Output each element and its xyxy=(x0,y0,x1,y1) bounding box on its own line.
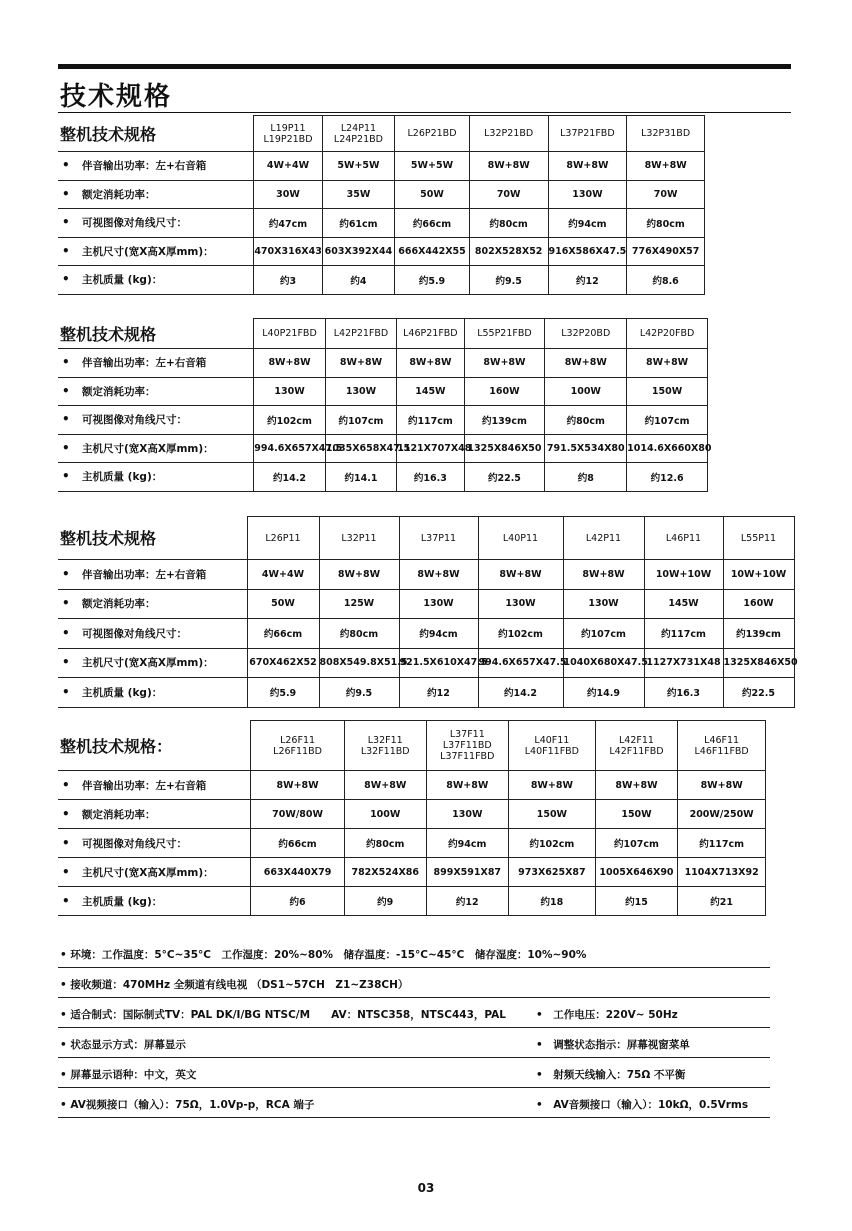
value-cell: 8W+8W xyxy=(464,349,545,378)
table-row xyxy=(58,678,794,708)
value-cell: 约12 xyxy=(426,887,509,916)
table-row xyxy=(58,800,766,829)
note-row xyxy=(58,998,770,1028)
model-name-cell: L55P11 xyxy=(723,517,794,560)
value-cell: 663X440X79 xyxy=(251,858,345,887)
value-cell: 8W+8W xyxy=(548,152,627,181)
value-cell: 8W+8W xyxy=(563,560,644,590)
value-cell: 约9 xyxy=(344,887,426,916)
model-name-cell: L46P21FBD xyxy=(397,319,464,349)
value-cell: 约80cm xyxy=(545,406,627,435)
value-cell: 1005X646X90 xyxy=(595,858,678,887)
value-cell: 约80cm xyxy=(469,209,548,238)
value-cell: 10W+10W xyxy=(723,560,794,590)
table-row xyxy=(58,619,794,649)
value-cell: 约8 xyxy=(545,463,627,492)
value-cell: 约107cm xyxy=(595,829,678,858)
row-label: • 伴音输出功率：左+右音箱 xyxy=(58,152,254,181)
table-header-row xyxy=(58,116,705,152)
value-cell: 130W xyxy=(563,589,644,619)
value-cell: 约12 xyxy=(548,266,627,295)
table-row xyxy=(58,209,705,238)
value-cell: 470X316X43 xyxy=(254,237,322,266)
value-cell: 约22.5 xyxy=(464,463,545,492)
bullet-icon: • xyxy=(62,355,70,370)
model-name-cell: L42P21FBD xyxy=(325,319,396,349)
value-cell: 约6 xyxy=(251,887,345,916)
row-label: • 可视图像对角线尺寸： xyxy=(58,829,251,858)
value-cell: 150W xyxy=(509,800,596,829)
value-cell: 4W+4W xyxy=(247,560,319,590)
model-name-cell: L42P20FBD xyxy=(627,319,708,349)
table-row xyxy=(58,406,708,435)
value-cell: 约94cm xyxy=(399,619,478,649)
bullet-icon: • xyxy=(62,596,70,611)
value-cell: 约9.5 xyxy=(469,266,548,295)
spec-table-3 xyxy=(58,516,798,708)
value-cell: 160W xyxy=(464,377,545,406)
bullet-icon: • xyxy=(62,272,70,287)
note-row xyxy=(58,938,770,968)
value-cell: 约9.5 xyxy=(319,678,399,708)
value-cell: 802X528X52 xyxy=(469,237,548,266)
bullet-icon: • xyxy=(62,625,70,640)
model-name-cell: L37P11 xyxy=(399,517,478,560)
value-cell: 4W+4W xyxy=(254,152,322,181)
bullet-icon: • xyxy=(62,383,70,398)
value-cell: 899X591X87 xyxy=(426,858,509,887)
value-cell: 791.5X534X80 xyxy=(545,434,627,463)
environment-notes xyxy=(58,938,770,1118)
model-name-cell: L42P11 xyxy=(563,517,644,560)
value-cell: 约5.9 xyxy=(247,678,319,708)
value-cell: 973X625X87 xyxy=(509,858,596,887)
model-name-cell: L46P11 xyxy=(644,517,723,560)
bullet-icon: • xyxy=(62,215,70,230)
value-cell: 125W xyxy=(319,589,399,619)
value-cell: 30W xyxy=(254,180,322,209)
bullet-icon: • xyxy=(62,893,70,908)
table-row xyxy=(58,887,766,916)
table-row xyxy=(58,648,794,678)
value-cell: 约61cm xyxy=(322,209,395,238)
bullet-icon: • xyxy=(62,412,70,427)
value-cell: 约107cm xyxy=(627,406,708,435)
value-cell: 50W xyxy=(395,180,470,209)
table-heading: 整机技术规格 xyxy=(58,319,254,349)
value-cell: 8W+8W xyxy=(595,771,678,800)
value-cell: 约80cm xyxy=(627,209,705,238)
model-name-cell: L24P11 L24P21BD xyxy=(322,116,395,152)
value-cell: 916X586X47.5 xyxy=(548,237,627,266)
value-cell: 1325X846X50 xyxy=(723,648,794,678)
value-cell: 约117cm xyxy=(397,406,464,435)
note-text-right: • 射频天线输入：75Ω 不平衡 xyxy=(536,1069,686,1081)
value-cell: 约47cm xyxy=(254,209,322,238)
model-name-cell: L26P21BD xyxy=(395,116,470,152)
row-label: • 伴音输出功率：左+右音箱 xyxy=(58,349,254,378)
value-cell: 8W+8W xyxy=(627,349,708,378)
model-name-cell: L55P21FBD xyxy=(464,319,545,349)
value-cell: 5W+5W xyxy=(395,152,470,181)
value-cell: 约66cm xyxy=(395,209,470,238)
value-cell: 8W+8W xyxy=(319,560,399,590)
value-cell: 约139cm xyxy=(723,619,794,649)
value-cell: 约16.3 xyxy=(644,678,723,708)
table-row xyxy=(58,180,705,209)
value-cell: 8W+8W xyxy=(399,560,478,590)
value-cell: 70W xyxy=(469,180,548,209)
value-cell: 8W+8W xyxy=(678,771,766,800)
model-name-cell: L40P21FBD xyxy=(254,319,325,349)
top-rule xyxy=(58,64,791,69)
model-name-cell: L32P20BD xyxy=(545,319,627,349)
value-cell: 约12.6 xyxy=(627,463,708,492)
note-text: • 环境：工作温度：5°C~35°C 工作湿度：20%~80% 储存温度：-15°C~45°C 储存湿度：10%~90% xyxy=(60,949,587,961)
value-cell: 约12 xyxy=(399,678,478,708)
bullet-icon: • xyxy=(62,864,70,879)
value-cell: 921.5X610X47.5 xyxy=(399,648,478,678)
value-cell: 994.6X657X47.5 xyxy=(254,434,325,463)
note-row xyxy=(58,1058,770,1088)
model-name-cell: L26F11 L26F11BD xyxy=(251,721,345,771)
value-cell: 约14.2 xyxy=(478,678,563,708)
value-cell: 约16.3 xyxy=(397,463,464,492)
table-row xyxy=(58,858,766,887)
table-row xyxy=(58,377,708,406)
model-name-cell: L40F11 L40F11FBD xyxy=(509,721,596,771)
model-name-cell: L40P11 xyxy=(478,517,563,560)
value-cell: 145W xyxy=(397,377,464,406)
row-label: • 伴音输出功率：左+右音箱 xyxy=(58,771,251,800)
value-cell: 约117cm xyxy=(644,619,723,649)
value-cell: 1325X846X50 xyxy=(464,434,545,463)
note-row xyxy=(58,1088,770,1118)
value-cell: 130W xyxy=(478,589,563,619)
value-cell: 130W xyxy=(325,377,396,406)
note-row xyxy=(58,968,770,998)
value-cell: 70W/80W xyxy=(251,800,345,829)
value-cell: 8W+8W xyxy=(251,771,345,800)
bullet-icon: • xyxy=(62,158,70,173)
model-name-cell: L46F11 L46F11FBD xyxy=(678,721,766,771)
value-cell: 994.6X657X47.5 xyxy=(478,648,563,678)
value-cell: 130W xyxy=(426,800,509,829)
value-cell: 8W+8W xyxy=(469,152,548,181)
value-cell: 约102cm xyxy=(509,829,596,858)
value-cell: 130W xyxy=(254,377,325,406)
model-name-cell: L42F11 L42F11FBD xyxy=(595,721,678,771)
row-label: • 主机尺寸(宽X高X厚mm)： xyxy=(58,648,247,678)
value-cell: 100W xyxy=(545,377,627,406)
value-cell: 130W xyxy=(399,589,478,619)
model-name-cell: L32P21BD xyxy=(469,116,548,152)
value-cell: 约21 xyxy=(678,887,766,916)
value-cell: 8W+8W xyxy=(397,349,464,378)
value-cell: 约107cm xyxy=(325,406,396,435)
value-cell: 8W+8W xyxy=(478,560,563,590)
value-cell: 约15 xyxy=(595,887,678,916)
row-label: • 额定消耗功率： xyxy=(58,377,254,406)
value-cell: 1040X680X47.5 xyxy=(563,648,644,678)
value-cell: 150W xyxy=(595,800,678,829)
value-cell: 约66cm xyxy=(251,829,345,858)
value-cell: 1104X713X92 xyxy=(678,858,766,887)
value-cell: 约3 xyxy=(254,266,322,295)
value-cell: 100W xyxy=(344,800,426,829)
value-cell: 8W+8W xyxy=(426,771,509,800)
value-cell: 约5.9 xyxy=(395,266,470,295)
row-label: • 可视图像对角线尺寸： xyxy=(58,209,254,238)
table-header-row xyxy=(58,517,794,560)
page-title: 技术规格 xyxy=(60,82,173,112)
value-cell: 1035X658X47.5 xyxy=(325,434,396,463)
value-cell: 约139cm xyxy=(464,406,545,435)
bullet-icon: • xyxy=(62,186,70,201)
value-cell: 约94cm xyxy=(548,209,627,238)
note-text-right: • AV音频接口（输入）：10kΩ，0.5Vrms xyxy=(536,1099,749,1111)
row-label: • 主机尺寸(宽X高X厚mm)： xyxy=(58,434,254,463)
row-label: • 主机质量 (kg)： xyxy=(58,266,254,295)
value-cell: 150W xyxy=(627,377,708,406)
value-cell: 约8.6 xyxy=(627,266,705,295)
table-row xyxy=(58,237,705,266)
value-cell: 1121X707X48 xyxy=(397,434,464,463)
value-cell: 约14.9 xyxy=(563,678,644,708)
bullet-icon: • xyxy=(62,566,70,581)
value-cell: 约102cm xyxy=(254,406,325,435)
note-row xyxy=(58,1028,770,1058)
table-header-row xyxy=(58,319,708,349)
value-cell: 35W xyxy=(322,180,395,209)
value-cell: 666X442X55 xyxy=(395,237,470,266)
note-text: • 屏幕显示语种：中文，英文 xyxy=(60,1069,197,1081)
table-row xyxy=(58,152,705,181)
table-row xyxy=(58,266,705,295)
table-header-row xyxy=(58,721,766,771)
value-cell: 10W+10W xyxy=(644,560,723,590)
value-cell: 约18 xyxy=(509,887,596,916)
value-cell: 670X462X52 xyxy=(247,648,319,678)
bullet-icon: • xyxy=(62,835,70,850)
model-name-cell: L32F11 L32F11BD xyxy=(344,721,426,771)
value-cell: 约102cm xyxy=(478,619,563,649)
table-heading: 整机技术规格 xyxy=(58,116,254,152)
bullet-icon: • xyxy=(62,655,70,670)
table-heading: 整机技术规格： xyxy=(58,721,251,771)
value-cell: 1127X731X48 xyxy=(644,648,723,678)
table-row xyxy=(58,829,766,858)
row-label: • 额定消耗功率： xyxy=(58,589,247,619)
spec-table-1 xyxy=(58,115,705,295)
note-text-right: • 工作电压：220V~ 50Hz xyxy=(536,1009,678,1021)
row-label: • 主机质量 (kg)： xyxy=(58,463,254,492)
row-label: • 主机尺寸(宽X高X厚mm)： xyxy=(58,858,251,887)
table-row xyxy=(58,463,708,492)
table-row xyxy=(58,349,708,378)
value-cell: 8W+8W xyxy=(344,771,426,800)
note-text: • 状态显示方式：屏幕显示 xyxy=(60,1039,186,1051)
bullet-icon: • xyxy=(62,469,70,484)
value-cell: 8W+8W xyxy=(509,771,596,800)
value-cell: 776X490X57 xyxy=(627,237,705,266)
model-name-cell: L37F11 L37F11BD L37F11FBD xyxy=(426,721,509,771)
value-cell: 约80cm xyxy=(344,829,426,858)
value-cell: 70W xyxy=(627,180,705,209)
value-cell: 130W xyxy=(548,180,627,209)
spec-table-2 xyxy=(58,318,712,492)
value-cell: 约66cm xyxy=(247,619,319,649)
value-cell: 约94cm xyxy=(426,829,509,858)
value-cell: 145W xyxy=(644,589,723,619)
value-cell: 1014.6X660X80 xyxy=(627,434,708,463)
bullet-icon: • xyxy=(62,684,70,699)
row-label: • 可视图像对角线尺寸： xyxy=(58,619,247,649)
value-cell: 约80cm xyxy=(319,619,399,649)
bullet-icon: • xyxy=(62,777,70,792)
value-cell: 约22.5 xyxy=(723,678,794,708)
value-cell: 约14.1 xyxy=(325,463,396,492)
model-name-cell: L26P11 xyxy=(247,517,319,560)
page-number: 03 xyxy=(417,1181,435,1195)
value-cell: 5W+5W xyxy=(322,152,395,181)
table-row xyxy=(58,771,766,800)
value-cell: 160W xyxy=(723,589,794,619)
note-text: • 适合制式：国际制式TV：PAL DK/I/BG NTSC/M AV：NTSC358，NTSC443，PAL xyxy=(60,1009,506,1021)
note-text: • 接收频道：470MHz 全频道有线电视 （DS1~57CH Z1~Z38CH） xyxy=(60,979,409,991)
value-cell: 200W/250W xyxy=(678,800,766,829)
value-cell: 约14.2 xyxy=(254,463,325,492)
table-row xyxy=(58,560,794,590)
value-cell: 782X524X86 xyxy=(344,858,426,887)
model-name-cell: L37P21FBD xyxy=(548,116,627,152)
note-text-right: • 调整状态指示：屏幕视窗菜单 xyxy=(536,1039,690,1051)
value-cell: 约107cm xyxy=(563,619,644,649)
row-label: • 主机质量 (kg)： xyxy=(58,678,247,708)
model-name-cell: L32P31BD xyxy=(627,116,705,152)
table-heading: 整机技术规格 xyxy=(58,517,247,560)
title-rule xyxy=(58,112,791,113)
row-label: • 主机尺寸(宽X高X厚mm)： xyxy=(58,237,254,266)
row-label: • 可视图像对角线尺寸： xyxy=(58,406,254,435)
table-row xyxy=(58,589,794,619)
value-cell: 8W+8W xyxy=(627,152,705,181)
spec-table-4 xyxy=(58,720,766,916)
row-label: • 主机质量 (kg)： xyxy=(58,887,251,916)
value-cell: 约117cm xyxy=(678,829,766,858)
table-row xyxy=(58,434,708,463)
value-cell: 808X549.8X51.5 xyxy=(319,648,399,678)
value-cell: 8W+8W xyxy=(254,349,325,378)
bullet-icon: • xyxy=(62,440,70,455)
row-label: • 伴音输出功率：左+右音箱 xyxy=(58,560,247,590)
value-cell: 603X392X44 xyxy=(322,237,395,266)
value-cell: 8W+8W xyxy=(325,349,396,378)
model-name-cell: L32P11 xyxy=(319,517,399,560)
row-label: • 额定消耗功率： xyxy=(58,800,251,829)
bullet-icon: • xyxy=(62,806,70,821)
value-cell: 8W+8W xyxy=(545,349,627,378)
note-text: • AV视频接口（输入）：75Ω，1.0Vp-p，RCA 端子 xyxy=(60,1099,315,1111)
value-cell: 约4 xyxy=(322,266,395,295)
bullet-icon: • xyxy=(62,243,70,258)
row-label: • 额定消耗功率： xyxy=(58,180,254,209)
model-name-cell: L19P11 L19P21BD xyxy=(254,116,322,152)
value-cell: 50W xyxy=(247,589,319,619)
